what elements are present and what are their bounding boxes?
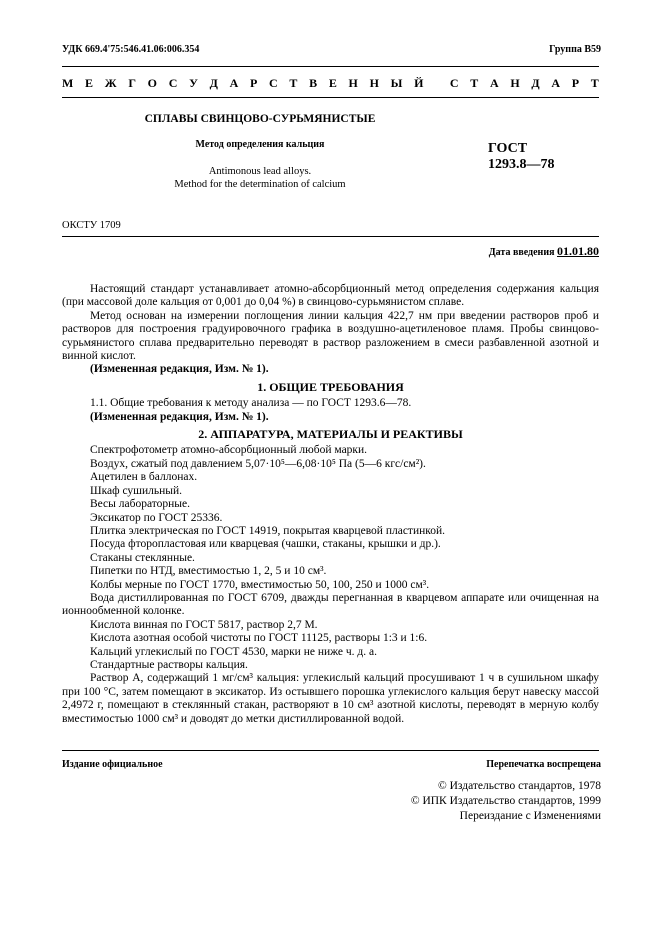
banner-letter: С xyxy=(269,76,278,90)
banner-letter: Е xyxy=(85,76,94,90)
gost-number xyxy=(488,141,555,173)
banner-letter: Н xyxy=(369,76,379,90)
reissue-note: Переиздание с Изменениями xyxy=(459,810,601,822)
paragraph: Метод основан на измерении поглощения линии кальция 422,7 нм при введении растворов проб и растворов для построения градуировочного графика в воздушно-ацетиленовое пламя. Пробы свинцово-сурьмянистого сплава предварительно переводят в раствор разложением в смеси разбавленной азотной и винной кислот. xyxy=(62,309,599,363)
banner-letter: А xyxy=(551,76,561,90)
list-item: Кальций углекислый по ГОСТ 4530, марки не ниже ч. д. а. xyxy=(90,645,378,658)
oksty-rule xyxy=(62,236,599,237)
banner-letter: Н xyxy=(348,76,358,90)
list-item: Вода дистиллированная по ГОСТ 6709, дважды перегнанная в кварцевом аппарате или очищенная на ионнообменной колонке. xyxy=(62,591,599,618)
list-item: Колбы мерные по ГОСТ 1770, вместимостью 50, 100, 250 и 1000 см³. xyxy=(90,578,430,591)
banner-letter: Н xyxy=(510,76,520,90)
list-item: Эксикатор по ГОСТ 25336. xyxy=(90,511,223,524)
document-body xyxy=(62,283,599,726)
method-subtitle: Метод определения кальция xyxy=(195,139,325,150)
banner-rule xyxy=(62,97,599,98)
banner-letter: А xyxy=(229,76,239,90)
banner-letter: Й xyxy=(414,76,424,90)
banner-letter xyxy=(435,76,438,91)
section-heading-2: 2. АППАРАТУРА, МАТЕРИАЛЫ И РЕАКТИВЫ xyxy=(198,427,463,442)
banner-letter: Т xyxy=(289,76,298,90)
banner-letter: В xyxy=(309,76,318,90)
english-title-line2: Method for the determination of calcium xyxy=(174,179,346,190)
reprint-prohibited: Перепечатка воспрещена xyxy=(486,759,601,770)
intro-date-label: Дата введения xyxy=(488,247,555,258)
banner-letter: С xyxy=(168,76,178,90)
standard-title: СПЛАВЫ СВИНЦОВО-СУРЬМЯНИСТЫЕ xyxy=(144,113,376,125)
udk-code: УДК 669.4'75:546.41.06:006.354 xyxy=(62,44,200,55)
list-item: Стаканы стеклянные. xyxy=(90,551,195,564)
list-item: Кислота азотная особой чистоты по ГОСТ 11125, растворы 1:3 и 1:6. xyxy=(90,632,428,645)
section-heading-1: 1. ОБЩИЕ ТРЕБОВАНИЯ xyxy=(257,379,404,394)
gost-label: ГОСТ xyxy=(488,141,528,156)
banner-letter: Д xyxy=(531,76,540,90)
banner-letter: Д xyxy=(209,76,218,90)
list-item: Кислота винная по ГОСТ 5817, раствор 2,7 М. xyxy=(90,618,318,631)
intro-date xyxy=(489,244,599,259)
intro-date-value: 01.01.80 xyxy=(557,244,599,258)
banner-letter: У xyxy=(189,76,198,90)
banner-letter: А xyxy=(489,76,499,90)
list-item: Весы лабораторные. xyxy=(90,498,191,511)
list-item: Пипетки по НТД, вместимостью 1, 2, 5 и 10 см³. xyxy=(90,565,327,578)
banner-letter: Р xyxy=(249,76,258,90)
list-item: Посуда фторопластовая или кварцевая (чашки, стаканы, крышки и др.). xyxy=(90,538,441,551)
banner-letter: С xyxy=(449,76,459,90)
footer-rule xyxy=(62,750,599,751)
top-rule xyxy=(62,66,599,67)
list-item: Шкаф сушильный. xyxy=(90,484,183,497)
list-item: Ацетилен в баллонах. xyxy=(90,471,198,484)
amendment-note: (Измененная редакция, Изм. № 1). xyxy=(90,363,269,376)
banner-letter: Т xyxy=(590,76,599,90)
copyright-1: © Издательство стандартов, 1978 xyxy=(437,780,601,792)
list-item: Раствор А, содержащий 1 мг/см³ кальция: углекислый кальций просушивают 1 ч в сушильном шкафу при 100 °С, затем помещают в эксикатор. Из остывшего порошка углекислого кальция берут навеску массой 2,4972 г, помещают в стеклянный стакан, растворяют в 10 см³ азотной кислоты, переводят в мерную колбу вместимостью 1000 см³ и доводят до метки дистиллированной водой. xyxy=(62,672,599,725)
interstate-standard-banner xyxy=(62,76,599,91)
banner-letter: Ы xyxy=(390,76,403,90)
oksty-code: ОКСТУ 1709 xyxy=(62,220,121,231)
list-item: Воздух, сжатый под давлением 5,07·10⁵—6,08·10⁵ Па (5—6 кгс/см²). xyxy=(90,457,426,470)
list-item: Стандартные растворы кальция. xyxy=(90,658,248,671)
list-item: Плитка электрическая по ГОСТ 14919, покрытая кварцевой пластинкой. xyxy=(90,524,446,537)
official-edition: Издание официальное xyxy=(62,759,163,770)
list-item: Спектрофотометр атомно-абсорбционный любой марки. xyxy=(90,444,368,457)
banner-letter: Ж xyxy=(104,76,117,90)
gost-code: 1293.8—78 xyxy=(488,157,555,172)
banner-letter: Е xyxy=(328,76,337,90)
clause-1-1: 1.1. Общие требования к методу анализа — по ГОСТ 1293.6—78. xyxy=(90,397,412,410)
group-code: Группа В59 xyxy=(549,44,601,55)
amendment-note: (Измененная редакция, Изм. № 1). xyxy=(90,410,269,423)
banner-letter: М xyxy=(62,76,74,90)
paragraph: Настоящий стандарт устанавливает атомно-абсорбционный метод определения содержания кальция (при массовой доле кальция от 0,001 до 0,04 %) в свинцово-сурьмянистом сплаве. xyxy=(62,283,599,309)
banner-letter: Т xyxy=(470,76,479,90)
english-title-line1: Antimonous lead alloys. xyxy=(208,166,312,177)
copyright-2: © ИПК Издательство стандартов, 1999 xyxy=(410,795,601,807)
banner-letter: Р xyxy=(571,76,580,90)
banner-letter: О xyxy=(147,76,158,90)
banner-letter: Г xyxy=(128,76,136,90)
